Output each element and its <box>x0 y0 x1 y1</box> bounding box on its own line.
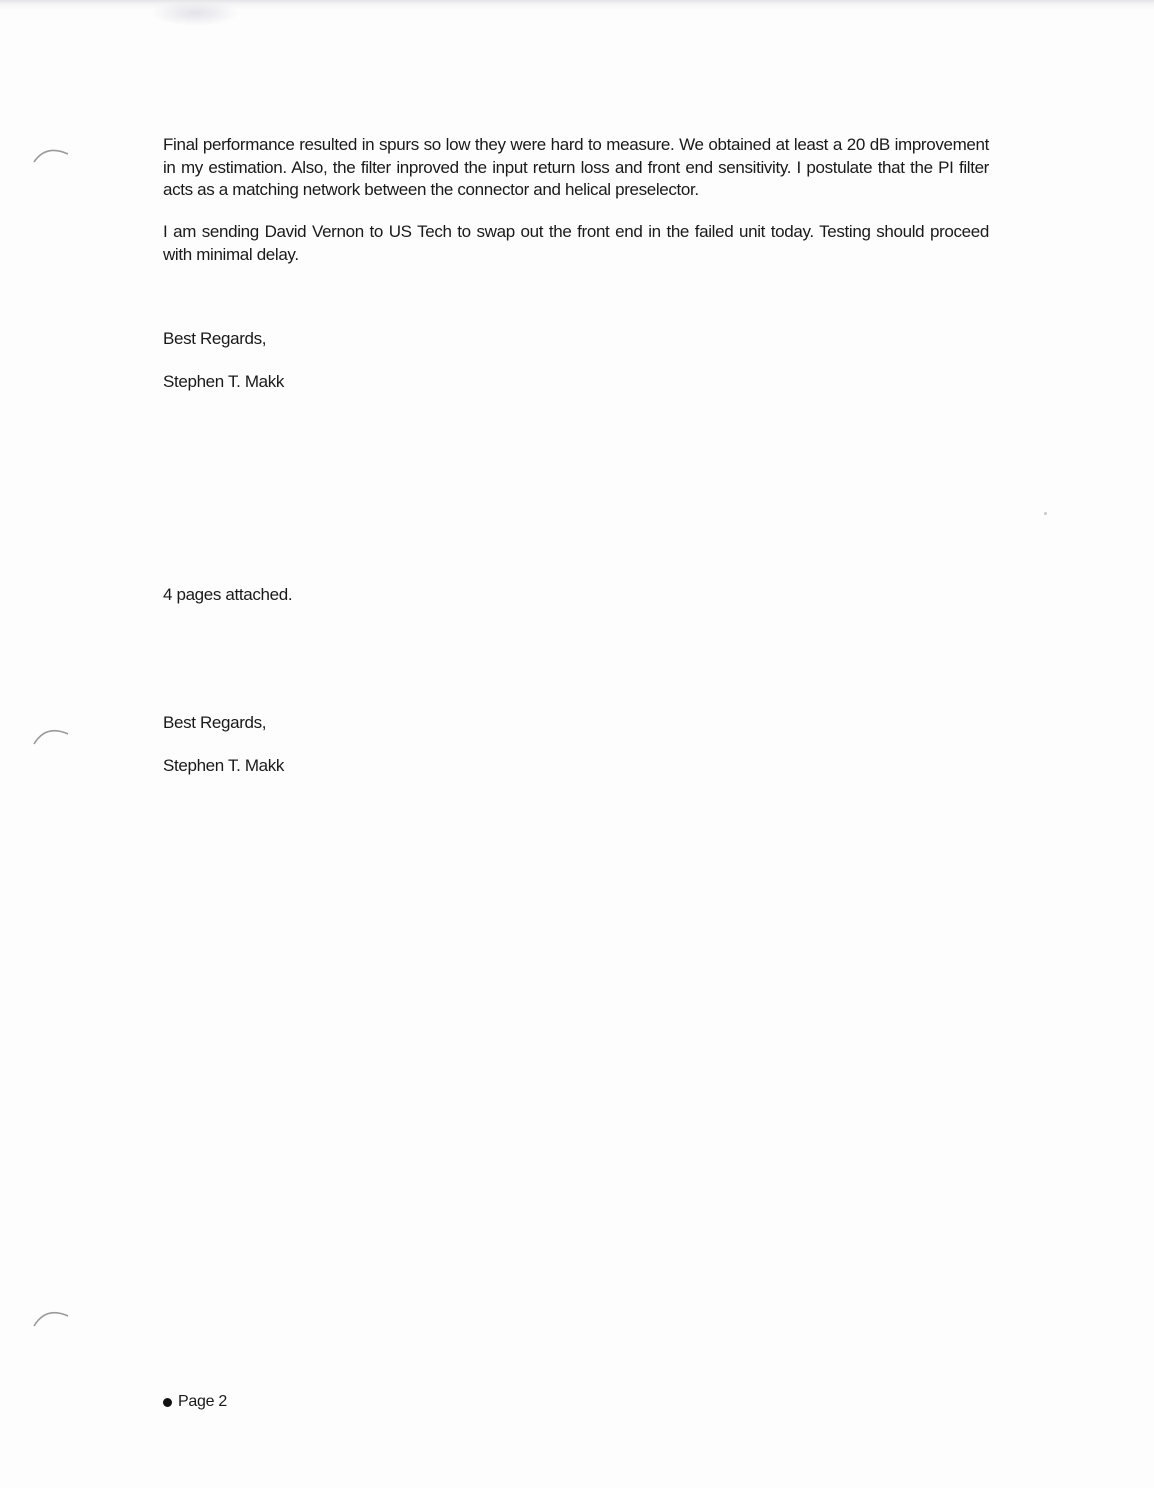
closing-salutation: Best Regards, <box>163 329 267 348</box>
scan-smudge <box>150 0 240 26</box>
binder-hole-mark-middle <box>32 722 70 756</box>
scan-speck <box>1044 512 1047 515</box>
paragraph-performance: Final performance resulted in spurs so low they were hard to measure. We obtained at least a 20 dB improvement in my estimation. Also, the filter inproved the input return loss and front end sensitivity. I postulate that the PI filter acts as a matching network between the connector and helical preselector. <box>163 135 989 199</box>
bullet-icon <box>163 1398 172 1407</box>
signature-name: Stephen T. Makk <box>163 372 285 391</box>
binder-hole-mark-bottom <box>32 1304 70 1338</box>
binder-hole-mark-top <box>32 142 70 176</box>
paragraph-sending: I am sending David Vernon to US Tech to swap out the front end in the failed unit today. Testing should proceed with minimal delay. <box>163 222 989 264</box>
page-footer <box>163 1392 227 1412</box>
page-number: Page 2 <box>178 1393 227 1410</box>
closing-salutation-second: Best Regards, <box>163 713 267 732</box>
attachment-note: 4 pages attached. <box>163 585 293 604</box>
signature-name-second: Stephen T. Makk <box>163 756 285 775</box>
